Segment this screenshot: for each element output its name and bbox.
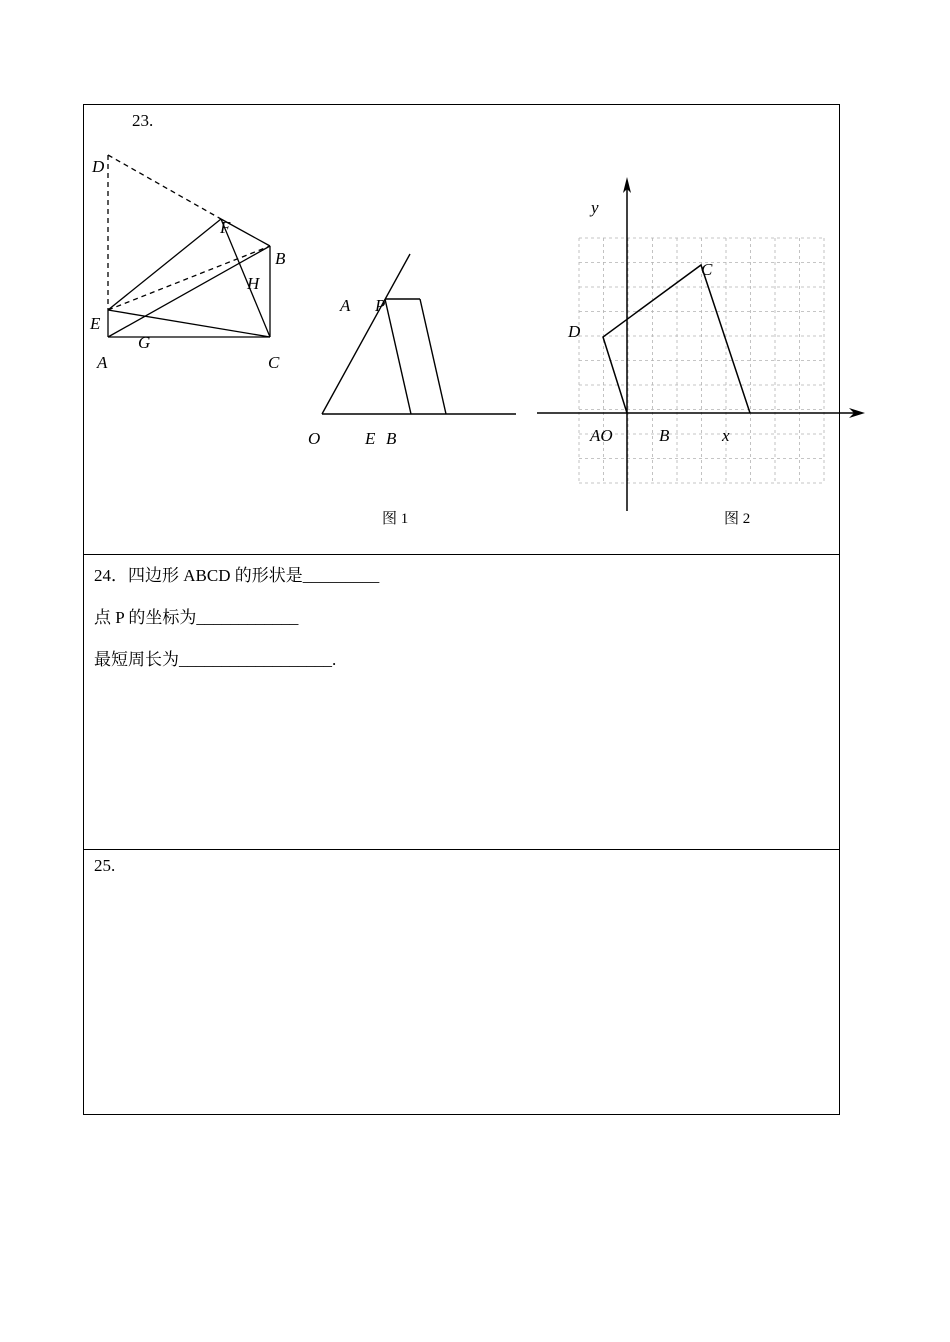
label-E: E — [90, 314, 101, 333]
fig1-label-P: P — [375, 296, 386, 315]
seg-DF-dashed — [108, 155, 221, 219]
fig2-label-D: D — [568, 322, 581, 341]
q24-point-p-coordinate-line: 点 P 的坐标为____________ — [94, 608, 299, 627]
answer-sheet-table — [83, 104, 840, 1115]
fig2-label-y: y — [591, 198, 599, 217]
fig1-label-B: B — [386, 429, 397, 448]
fig1-caption: 图 1 — [382, 511, 409, 527]
fig1-label-E: E — [365, 429, 376, 448]
fig2-label-x: x — [722, 426, 730, 445]
figure-left — [108, 155, 270, 337]
label-F: F — [220, 218, 231, 237]
label-A: A — [97, 353, 108, 372]
fig1-label-O: O — [308, 429, 321, 448]
figure-2-axes — [537, 183, 854, 511]
label-B: B — [275, 249, 286, 268]
q24-quadrilateral-shape-line: 24．四边形 ABCD 的形状是_________ — [94, 566, 380, 585]
question-23-figures — [84, 105, 841, 555]
label-G: G — [138, 333, 151, 352]
question-23-cell — [84, 105, 839, 555]
question-25-number: 25. — [94, 856, 116, 875]
ray-OA — [322, 254, 410, 414]
fig2-label-B: B — [659, 426, 670, 445]
label-H: H — [247, 274, 260, 293]
question-25-cell — [84, 850, 839, 1114]
seg-top-right-down — [420, 299, 446, 414]
question-23-number: 23. — [132, 111, 154, 130]
fig2-label-AO: AO — [590, 426, 613, 445]
figure-1 — [322, 254, 516, 414]
fig1-label-A: A — [340, 296, 351, 315]
seg-EF — [108, 219, 221, 310]
label-D: D — [92, 157, 105, 176]
seg-P-down — [385, 299, 411, 414]
fig2-caption: 图 2 — [724, 511, 751, 527]
q24-shortest-perimeter-line: 最短周长为__________________. — [94, 650, 337, 669]
question-24-cell — [84, 555, 839, 850]
label-C: C — [268, 353, 280, 372]
fig2-label-C: C — [701, 260, 713, 279]
